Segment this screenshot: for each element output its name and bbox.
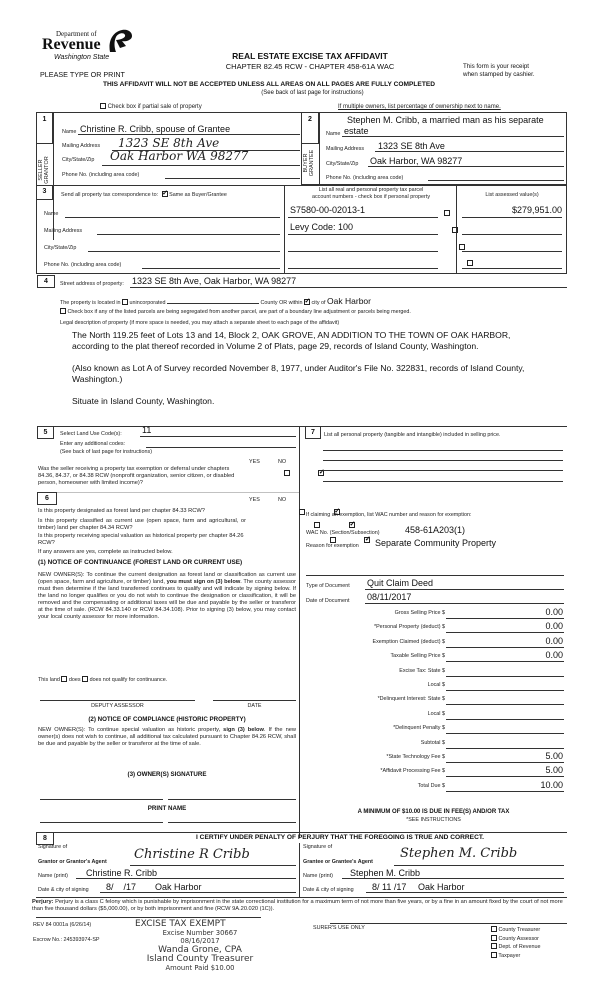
stamp-date: 08/16/2017 [180, 937, 220, 945]
current-use-yes[interactable] [314, 522, 320, 528]
seller-city-label: City/State/Zip [62, 157, 95, 163]
continuance-qualify-line: This land does does not qualify for continuance. [38, 677, 168, 683]
corr-name-label: Name [44, 211, 59, 217]
amount-row: *Delinquent Interest: State $ [300, 692, 567, 706]
treasurer-stamp [120, 919, 280, 972]
dor-logo [42, 30, 142, 70]
property-street-address: 1323 SE 8th Ave, Oak Harbor, WA 98277 [132, 276, 297, 286]
property-city: Oak Harbor [327, 296, 371, 306]
wac-number-label: WAC No. (Section/Subsection) [306, 530, 380, 536]
exemption-reason-label: Reason for exemption [306, 543, 359, 549]
same-as-buyer-checkbox[interactable] [162, 191, 168, 197]
personal-property-line-2[interactable] [323, 460, 563, 461]
corr-name-field[interactable] [65, 217, 280, 218]
grantee-date-label: Date & city of signing [303, 887, 354, 893]
buyer-phone-label: Phone No. (including area code) [326, 175, 404, 181]
deputy-assessor-signature[interactable] [40, 700, 195, 701]
multiple-owners-note: If multiple owners, list percentage of ownership next to name. [338, 104, 501, 110]
document-type: Quit Claim Deed [367, 578, 434, 588]
escrow-number: Escrow No.: 245393974-SP [33, 937, 100, 943]
amount-row: *Delinquent Penalty $ [300, 721, 567, 735]
copy-taxpayer[interactable]: Taxpayer [491, 952, 540, 961]
grantor-city: Oak Harbor [155, 882, 202, 892]
legal-description-label: Legal description of property (if more space is needed, you may attach a separate sheet to each page of the affidavit) [60, 320, 340, 326]
exemption-reason: Separate Community Property [375, 538, 497, 548]
legal-description [72, 330, 557, 407]
seller-city-state-zip: Oak Harbor WA 98277 [110, 149, 249, 163]
corr-phone-field[interactable] [142, 268, 280, 269]
section-3-number: 3 [36, 185, 53, 200]
state-technology-fee: 5.00 [545, 750, 563, 761]
yes-header-5: YES [249, 459, 260, 465]
total-due: 10.00 [540, 779, 563, 790]
buyer-city-state-zip: Oak Harbor, WA 98277 [370, 156, 463, 166]
additional-codes-field[interactable] [146, 447, 296, 448]
segregation-checkbox[interactable] [60, 308, 66, 314]
amount-row: Exemption Claimed (deduct) $ 0.00 [372, 635, 563, 646]
if-yes-note: If any answers are yes, complete as instructed below. [38, 549, 173, 555]
current-use-no[interactable] [349, 522, 355, 528]
owner-signature-field-1[interactable] [40, 799, 163, 800]
does-not-qualify-checkbox[interactable] [82, 676, 88, 682]
personal-property-label: List all personal property (tangible and intangible) included in selling price. [324, 432, 501, 438]
legal-description-p1: The North 119.25 feet of Lots 13 and 14, Block 2, OAK GROVE, AN ADDITION TO THE TOWN OF OAK HARBOR, according to the plat thereof recorded in Volume 2 of Plats, page 29, records of Island County, Washington. [72, 330, 511, 351]
amount-row: Excise Tax: State $ [300, 664, 567, 678]
deputy-assessor-label: DEPUTY ASSESSOR [91, 703, 144, 709]
seller-exemption-yes[interactable] [284, 470, 290, 476]
corr-mailing-field[interactable] [97, 234, 280, 235]
land-use-label: Select Land Use Code(s): [60, 431, 122, 437]
section-6-number: 6 [37, 492, 57, 505]
amount-row: *Personal Property (deduct) $ 0.00 [373, 621, 563, 632]
amount-row: Local $ [300, 678, 567, 692]
dept-of-label: Department of [56, 30, 97, 38]
please-type-label: PLEASE TYPE OR PRINT [40, 70, 125, 79]
copy-county-treasurer[interactable]: County Treasurer [491, 926, 540, 935]
buyer-grantee-side-label: BUYER GRANTEE [303, 149, 315, 177]
buyer-mailing-address: 1323 SE 8th Ave [378, 141, 445, 151]
form-title: REAL ESTATE EXCISE TAX AFFIDAVIT [232, 51, 388, 61]
date-label: DATE [247, 703, 262, 709]
stamp-treasurer-title: Island County Treasurer [146, 954, 254, 964]
amounts-table [300, 606, 567, 793]
grantee-printed-name: Stephen M. Cribb [350, 868, 421, 878]
exemption-claim-label: If claiming an exemption, list WAC number and reason for exemption: [306, 512, 472, 518]
document-date: 08/11/2017 [367, 592, 412, 602]
partial-sale-checkbox[interactable]: Check box if partial sale of property [100, 103, 202, 110]
notice-compliance-text: NEW OWNER(S): To continue special valuation as historic property, sign (3) below. If the new owner(s) does not wish to continue, all additional tax calculated pursuant to Chapter 84.26 RCW, shall be due and payable by the seller or transferor at the time of sale. [38, 727, 297, 747]
certify-statement: I CERTIFY UNDER PENALTY OF PERJURY THAT THE FOREGOING IS TRUE AND CORRECT. [196, 834, 484, 841]
unincorporated-checkbox[interactable] [122, 299, 128, 305]
seller-mailing-label: Mailing Address [62, 143, 101, 149]
historic-question: Is this property receiving special valuation as historical property per chapter 84.26 RCW? [38, 533, 244, 546]
buyer-mailing-label: Mailing Address [326, 146, 365, 152]
seller-grantor-side-label: SELLER GRANTOR [38, 156, 50, 184]
amount-row: Taxable Selling Price $ 0.00 [390, 650, 563, 661]
forest-land-question: Is this property designated as forest land per chapter 84.33 RCW? [38, 508, 205, 514]
grantee-name-label: Name (print) [303, 873, 333, 879]
section-2-number: 2 [301, 112, 319, 144]
no-header-6: NO [278, 497, 287, 503]
treasurer-use-label: SURER'S USE ONLY [313, 925, 365, 931]
owner-signature-field-2[interactable] [168, 799, 296, 800]
notice-compliance-title: (2) NOTICE OF COMPLIANCE (HISTORIC PROPERTY) [88, 716, 246, 723]
document-type-label: Type of Document [306, 583, 350, 589]
receipt-note-2: when stamped by cashier. [463, 71, 535, 78]
street-address-label: Street address of property: [60, 281, 124, 287]
parcel-header: List all real and personal property tax parcel account numbers - check box if personal property [311, 187, 431, 200]
current-use-question: Is this property classified as current use (open space, farm and agricultural, or timber) land per chapter 84.34 RCW? [38, 518, 246, 531]
corr-city-label: City/State/Zip [44, 245, 77, 251]
stamp-excise-number: Excise Number 30667 [162, 929, 238, 937]
print-name-label: PRINT NAME [147, 805, 187, 812]
copy-dept-revenue[interactable]: Dept. of Revenue [491, 943, 540, 952]
revenue-label: Revenue [42, 36, 101, 53]
section-8-number: 8 [36, 832, 54, 845]
seller-name-label: Name [62, 129, 77, 135]
does-qualify-checkbox[interactable] [61, 676, 67, 682]
parcel-row-1-value: $279,951.00 [511, 205, 562, 215]
receipt-note-1: This form is your receipt [463, 63, 530, 70]
grantor-name-label: Name (print) [38, 873, 68, 879]
yes-header-6: YES [249, 497, 260, 503]
grantor-printed-name: Christine R. Cribb [86, 868, 158, 878]
corr-city-field[interactable] [88, 251, 280, 252]
buyer-name-label: Name [326, 131, 341, 137]
corr-mailing-label: Mailing Address [44, 228, 83, 234]
parcel-row-1-personal-checkbox[interactable] [444, 210, 450, 216]
personal-property-line-4[interactable] [323, 481, 563, 482]
legal-description-p3: Situate in Island County, Washington. [72, 396, 215, 406]
land-use-see-back: (See back of last page for instructions) [60, 449, 152, 455]
seller-phone-label: Phone No. (including area code) [62, 172, 140, 178]
amount-row: Subtotal $ [300, 736, 567, 750]
grantee-signature-label-1: Signature of [303, 844, 333, 850]
amount-row: *Affidavit Processing Fee $ 5.00 [380, 765, 563, 776]
perjury-notice: Perjury: Perjury is a class C felony which is punishable by imprisonment in the state correctional institution for a maximum term of not more than five years, or by a fine in an amount fixed by the court of not more than five thousand dollars ($5,000.00), or by both imprisonment and fine (RCW 9A.20.020 (1C)). [32, 899, 563, 912]
personal-property-deduct: 0.00 [545, 621, 563, 632]
seller-name: Christine R. Cribb, spouse of Grantee [80, 124, 231, 134]
land-use-code: 11 [142, 425, 152, 435]
see-instructions-note: *SEE INSTRUCTIONS [406, 817, 461, 823]
assessed-value-header: List assessed value(s) [485, 192, 539, 198]
legal-description-p2: (Also known as Lot A of Survey recorded November 8, 1977, under Auditor's File No. 322831, records of Island County, Washington.) [72, 363, 525, 384]
partial-sale-box[interactable] [100, 103, 106, 109]
dor-logo-icon [106, 28, 134, 54]
buyer-phone-field[interactable] [428, 180, 564, 181]
grantor-date: 8/ /17 [106, 882, 137, 892]
notice-continuance-text: NEW OWNER(S): To continue the current designation as forest land or classification as current use (open space, farm and agriculture, or timber) land, you must sign on (3) below. The county assessor must then determine if the land transferred continues to qualify and will indicate by signing below. If the land no longer qualifies or you do not wish to continue the designation or classification, it will be removed and the compensating or additional taxes will be due and payable by the seller or transferor at the time of sale. (RCW 84.33.140 or RCW 84.34.108). Prior to signing (3) below, you may contact your local county assessor for more information. [38, 572, 296, 620]
historic-no[interactable] [364, 537, 370, 543]
correspondence-label: Send all property tax correspondence to: ✓ Same as Buyer/Grantee [61, 191, 227, 198]
corr-phone-label: Phone No. (including area code) [44, 262, 122, 268]
grantee-signature-label-2: Grantee or Grantee's Agent [303, 859, 373, 865]
stamp-amount-paid: Amount Paid $10.00 [165, 964, 235, 972]
parcel-row-4-personal-checkbox[interactable] [467, 260, 473, 266]
property-location-line: The property is located in unincorporated County OR within ✓ city of Oak Harbor [60, 296, 371, 306]
print-name-field-1[interactable] [40, 822, 163, 823]
warning-banner: THIS AFFIDAVIT WILL NOT BE ACCEPTED UNLESS ALL AREAS ON ALL PAGES ARE FULLY COMPLETED [103, 81, 436, 88]
print-name-field-2[interactable] [168, 822, 296, 823]
copy-distribution [491, 926, 540, 961]
stamp-treasurer-name: Wanda Grone, CPA [158, 945, 242, 955]
section-7-number: 7 [305, 426, 321, 439]
amount-row: *State Technology Fee $ 5.00 [386, 750, 563, 761]
owner-signature-title: (3) OWNER(S) SIGNATURE [127, 771, 207, 778]
copy-county-assessor[interactable]: County Assessor [491, 935, 540, 944]
section-5-number: 5 [37, 426, 54, 439]
deputy-assessor-date[interactable] [213, 700, 296, 701]
additional-codes-label: Enter any additional codes: [60, 441, 126, 447]
stamp-exempt: EXCISE TAX EXEMPT [135, 919, 226, 929]
personal-property-line-3[interactable] [323, 470, 563, 471]
parcel-row-2-personal-checkbox[interactable] [452, 227, 458, 233]
seller-mailing-address: 1323 SE 8th Ave [118, 136, 220, 150]
section-1-number: 1 [36, 112, 53, 144]
form-number: REV 84 0001a (6/26/14) [33, 922, 92, 928]
parcel-row-2-account: Levy Code: 100 [290, 222, 354, 232]
washington-state-label: Washington State [54, 54, 110, 61]
grantor-signature-label-1: Signature of [38, 844, 68, 850]
section-4-number: 4 [37, 275, 55, 288]
no-header-5: NO [278, 459, 287, 465]
amount-row: Local $ [300, 707, 567, 721]
grantor-signature[interactable]: Christine R Cribb [134, 847, 250, 862]
grantee-signature[interactable]: Stephen M. Cribb [400, 846, 518, 861]
affidavit-processing-fee: 5.00 [545, 765, 563, 776]
personal-property-line-1[interactable] [323, 450, 563, 451]
taxable-selling-price: 0.00 [545, 650, 563, 661]
amount-row: Gross Selling Price $ 0.00 [394, 607, 563, 617]
grantor-signature-label-2: Grantor or Grantor's Agent [38, 859, 107, 865]
buyer-name-line1: Stephen M. Cribb, a married man as his separate [347, 115, 544, 125]
notice-continuance-title: (1) NOTICE OF CONTINUANCE (FOREST LAND OR CURRENT USE) [38, 559, 243, 566]
exemption-claimed-deduct: 0.00 [545, 635, 563, 646]
form-subtitle: CHAPTER 82.45 RCW - CHAPTER 458-61A WAC [225, 62, 395, 71]
grantee-city: Oak Harbor [418, 882, 465, 892]
gross-selling-price: 0.00 [545, 607, 563, 617]
grantee-date: 8/ 11 /17 [372, 882, 407, 892]
document-date-label: Date of Document [306, 598, 350, 604]
seller-exemption-question: Was the seller receiving a property tax exemption or deferral under chapters 84.36, 84.37, or 84.38 RCW (nonprofit organization, senior citizen, or disabled person, homeowner with limited income)? [38, 466, 235, 486]
minimum-due-note: A MINIMUM OF $10.00 IS DUE IN FEE(S) AND/OR TAX [357, 809, 510, 815]
within-city-checkbox[interactable] [304, 299, 310, 305]
segregation-checkbox-line[interactable]: Check box if any of the listed parcels are being segregated from another parcel, are part of a boundary line adjustment or parcels being merged. [60, 308, 411, 315]
seller-phone-field[interactable] [165, 178, 300, 179]
amount-row: Total Due $ 10.00 [417, 779, 563, 790]
wac-number: 458-61A203(1) [405, 525, 466, 535]
grantor-date-label: Date & city of signing [38, 887, 89, 893]
forest-land-yes[interactable] [299, 509, 305, 515]
buyer-city-label: City/State/Zip [326, 161, 359, 167]
parcel-row-1-account: S7580-00-02013-1 [290, 205, 366, 215]
parcel-row-3-personal-checkbox[interactable] [459, 244, 465, 250]
see-back-note: (See back of last page for instructions) [261, 90, 364, 96]
buyer-name-line2: estate [344, 126, 369, 136]
